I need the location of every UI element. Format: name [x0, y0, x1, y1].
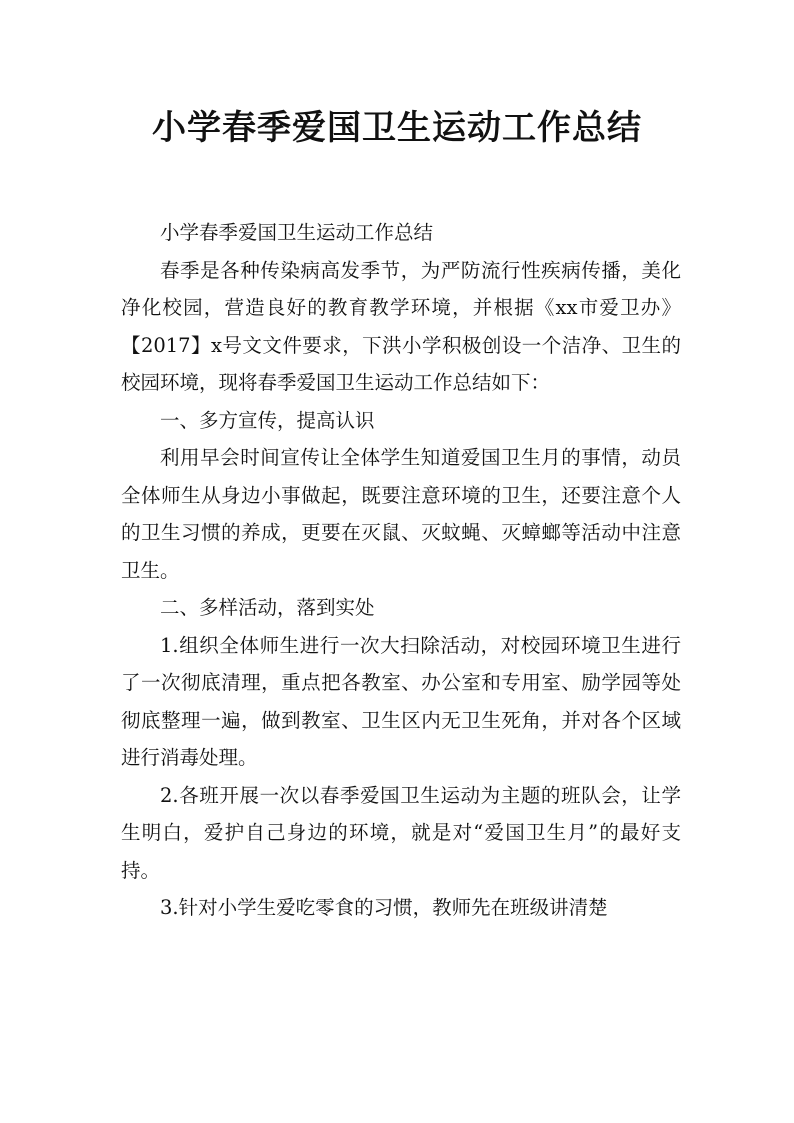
body-paragraph-item-2: 2.各班开展一次以春季爱国卫生运动为主题的班队会，让学生明白，爱护自己身边的环境，就是对“爱国卫生月”的最好支持。	[121, 783, 681, 882]
body-paragraph-intro: 春季是各种传染病高发季节，为严防流行性疾病传播，美化净化校园，营造良好的教育教学环境，并根据《xx市爱卫办》【2017】x号文文件要求，下洪小学积极创设一个洁净、卫生的校园环境，现将春季爱国卫生运动工作总结如下：	[121, 258, 681, 394]
body-paragraph-item-1: 1.组织全体师生进行一次大扫除活动，对校园环境卫生进行了一次彻底清理，重点把各教室、办公室和专用室、励学园等处彻底整理一遍，做到教室、卫生区内无卫生死角，并对各个区域进行消毒处理。	[121, 633, 681, 769]
body-paragraph-section-1: 利用早会时间宣传让全体学生知道爱国卫生月的事情，动员全体师生从身边小事做起，既要注意环境的卫生，还要注意个人的卫生习惯的养成，更要在灭鼠、灭蚊蝇、灭蟑螂等活动中注意卫生。	[121, 446, 681, 582]
section-heading-1: 一、多方宣传，提高认识	[160, 408, 375, 432]
section-heading-2: 二、多样活动，落到实处	[160, 596, 375, 619]
body-paragraph-item-3: 3.针对小学生爱吃零食的习惯，教师先在班级讲清楚	[160, 896, 608, 919]
document-body	[121, 214, 681, 927]
document-title: 小学春季爱国卫生运动工作总结	[152, 108, 642, 148]
body-paragraph-subtitle: 小学春季爱国卫生运动工作总结	[160, 221, 434, 244]
